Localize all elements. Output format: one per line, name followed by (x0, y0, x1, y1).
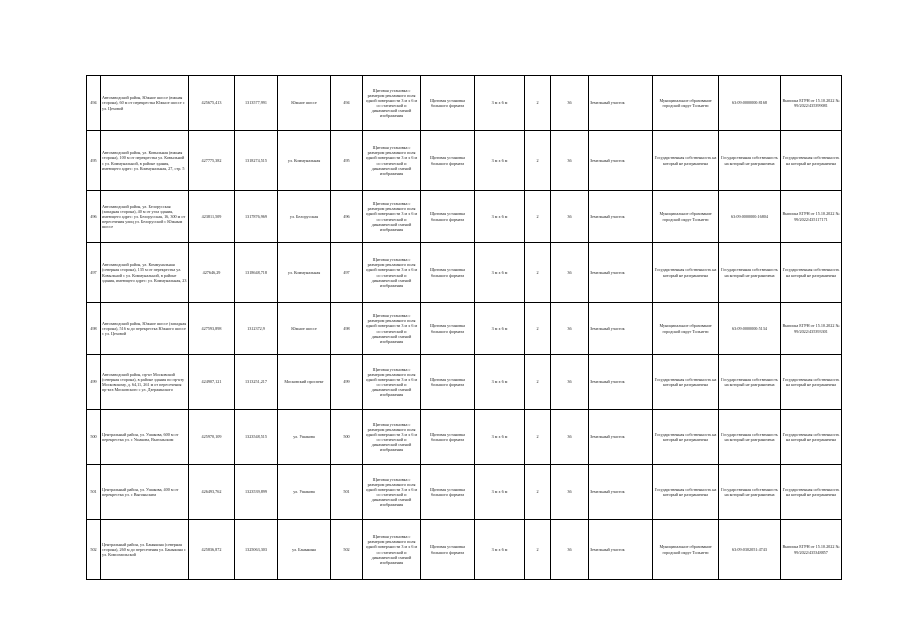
field-size-cell: 3 м х 6 м (475, 303, 525, 355)
coord-y-cell: 1318648,718 (235, 243, 278, 303)
sides-count-cell: 2 (525, 410, 551, 465)
object-number-cell: 500 (331, 410, 363, 465)
description-cell: Щитовая установка с размером рекламного поля одной поверхности 3 м х 6 м со статической и динамической сменой изображения (363, 465, 421, 520)
owner-cell: Муниципальное образование городской округ Тольятти (653, 191, 719, 243)
cadastral-number-cell: 63:09:0000000:5134 (719, 303, 781, 355)
construction-type-cell: Щитовая установка большого формата (421, 410, 475, 465)
description-cell: Щитовая установка с размером рекламного поля одной поверхности 3 м х 6 м со статической и динамической сменой изображения (363, 76, 421, 131)
object-number-cell: 495 (331, 131, 363, 191)
area-cell: 36 (551, 410, 589, 465)
place-cell: Южное шоссе (278, 303, 331, 355)
table-row (87, 243, 842, 303)
row-number: 494 (87, 76, 101, 131)
table-row (87, 520, 842, 580)
cadastral-number-cell: Государственная собственность на который не разграничена (719, 243, 781, 303)
address-cell: Центральный район, ул. Баныкина (северная сторона), 260 м до пересечения ул. Баныкина с ул. Комсомольской (101, 520, 189, 580)
construction-type-cell: Щитовая установка большого формата (421, 76, 475, 131)
cadastral-number-cell: Государственная собственность на который не разграничена (719, 410, 781, 465)
table-row (87, 131, 842, 191)
sides-count-cell: 2 (525, 131, 551, 191)
cadastral-number-cell: Государственная собственность на который не разграничена (719, 131, 781, 191)
land-type-cell: Земельный участок (589, 243, 653, 303)
object-number-cell: 501 (331, 465, 363, 520)
owner-cell: Муниципальное образование городской округ Тольятти (653, 303, 719, 355)
coord-x-cell: 427593,898 (189, 303, 235, 355)
land-type-cell: Земельный участок (589, 410, 653, 465)
construction-type-cell: Щитовая установка большого формата (421, 303, 475, 355)
registry-extract-cell: Выписка ЕГРН от 15.10.2022 № 99/2022/435117171 (781, 191, 842, 243)
owner-cell: Государственная собственность на который не разграничена (653, 410, 719, 465)
description-cell: Щитовая установка с размером рекламного поля одной поверхности 3 м х 6 м со статической и динамической сменой изображения (363, 355, 421, 410)
sides-count-cell: 2 (525, 520, 551, 580)
owner-cell: Государственная собственность на который не разграничена (653, 355, 719, 410)
sides-count-cell: 2 (525, 76, 551, 131)
description-cell: Щитовая установка с размером рекламного поля одной поверхности 3 м х 6 м со статической и динамической сменой изображения (363, 191, 421, 243)
cadastral-number-cell: Государственная собственность на который не разграничена (719, 355, 781, 410)
table-row (87, 303, 842, 355)
coord-x-cell: 425836,872 (189, 520, 235, 580)
description-cell: Щитовая установка с размером рекламного поля одной поверхности 3 м х 6 м со статической и динамической сменой изображения (363, 303, 421, 355)
table-row (87, 191, 842, 243)
registry-extract-cell: Выписка ЕГРН от 15.10.2022 № 99/2022/435399081 (781, 76, 842, 131)
registry-extract-cell: Выписка ЕГРН от 15.10.2022 № 99/2022/435393301 (781, 303, 842, 355)
land-type-cell: Земельный участок (589, 355, 653, 410)
owner-cell: Государственная собственность на который не разграничена (653, 465, 719, 520)
area-cell: 36 (551, 465, 589, 520)
place-cell: ул. Баныкина (278, 520, 331, 580)
object-number-cell: 502 (331, 520, 363, 580)
area-cell: 36 (551, 520, 589, 580)
area-cell: 36 (551, 243, 589, 303)
row-number: 501 (87, 465, 101, 520)
register-table (86, 75, 842, 580)
coord-x-cell: 423811,509 (189, 191, 235, 243)
coord-y-cell: 1317876,969 (235, 191, 278, 243)
field-size-cell: 3 м х 6 м (475, 131, 525, 191)
registry-extract-cell: Государственная собственность на который не разграничена (781, 355, 842, 410)
object-number-cell: 497 (331, 243, 363, 303)
coord-y-cell: 1313251,217 (235, 355, 278, 410)
area-cell: 36 (551, 303, 589, 355)
object-number-cell: 499 (331, 355, 363, 410)
address-cell: Автозаводский район, ул. Белорусская (западная сторона), 40 м от угла здания, имеющего адрес: ул. Белорусская, 16, 300 м от пересечения улиц ул. Белорусской с Южным шоссе (101, 191, 189, 243)
field-size-cell: 3 м х 6 м (475, 243, 525, 303)
sides-count-cell: 2 (525, 355, 551, 410)
coord-x-cell: 425970,109 (189, 410, 235, 465)
registry-extract-cell: Выписка ЕГРН от 15.10.2022 № 99/2022/435348857 (781, 520, 842, 580)
place-cell: ул. Коммунальная (278, 243, 331, 303)
description-cell: Щитовая установка с размером рекламного поля одной поверхности 3 м х 6 м со статической и динамической сменой изображения (363, 243, 421, 303)
field-size-cell: 3 м х 6 м (475, 465, 525, 520)
area-cell: 36 (551, 131, 589, 191)
registry-extract-cell: Государственная собственность на который не разграничена (781, 410, 842, 465)
land-type-cell: Земельный участок (589, 131, 653, 191)
construction-type-cell: Щитовая установка большого формата (421, 243, 475, 303)
land-type-cell: Земельный участок (589, 191, 653, 243)
area-cell: 36 (551, 191, 589, 243)
address-cell: Автозаводский район, Южное шоссе (южная сторона), 60 м от перекрестка Южное шоссе с ул. Цеховой (101, 76, 189, 131)
field-size-cell: 3 м х 6 м (475, 410, 525, 465)
land-type-cell: Земельный участок (589, 520, 653, 580)
place-cell: ул. Ушакова (278, 465, 331, 520)
coord-x-cell: 427646,29 (189, 243, 235, 303)
owner-cell: Муниципальное образование городской округ Тольятти (653, 520, 719, 580)
cadastral-number-cell: Государственная собственность на который не разграничена (719, 465, 781, 520)
description-cell: Щитовая установка с размером рекламного поля одной поверхности 3 м х 6 м со статической и динамической сменой изображения (363, 520, 421, 580)
field-size-cell: 3 м х 6 м (475, 191, 525, 243)
registry-extract-cell: Государственная собственность на который не разграничена (781, 131, 842, 191)
sides-count-cell: 2 (525, 303, 551, 355)
owner-cell: Государственная собственность на который не разграничена (653, 243, 719, 303)
address-cell: Автозаводский район, ул. Ковыльная (южная сторона), 100 м от перекрестка ул. Ковыльной с ул. Коммунальной, в районе здания, имеющего адрес: ул. Коммунальная, 27, стр. 5 (101, 131, 189, 191)
coord-y-cell: 1312372,9 (235, 303, 278, 355)
coord-y-cell: 1318274,515 (235, 131, 278, 191)
coord-x-cell: 427775,382 (189, 131, 235, 191)
field-size-cell: 3 м х 6 м (475, 355, 525, 410)
land-type-cell: Земельный участок (589, 465, 653, 520)
land-type-cell: Земельный участок (589, 303, 653, 355)
place-cell: ул. Коммунальная (278, 131, 331, 191)
address-cell: Центральный район, ул. Ушакова, 400 м от перекрестка ул. с Выгоньским (101, 465, 189, 520)
field-size-cell: 3 м х 6 м (475, 520, 525, 580)
sides-count-cell: 2 (525, 243, 551, 303)
table-row (87, 410, 842, 465)
table-row (87, 355, 842, 410)
row-number: 498 (87, 303, 101, 355)
construction-type-cell: Щитовая установка большого формата (421, 191, 475, 243)
row-number: 499 (87, 355, 101, 410)
field-size-cell: 3 м х 6 м (475, 76, 525, 131)
row-number: 497 (87, 243, 101, 303)
address-cell: Центральный район, ул. Ушакова, 600 м от перекрестка ул. с Ушакова, Выгоньским (101, 410, 189, 465)
coord-y-cell: 1323539,899 (235, 465, 278, 520)
registry-extract-cell: Государственная собственность на который не разграничена (781, 465, 842, 520)
description-cell: Щитовая установка с размером рекламного поля одной поверхности 3 м х 6 м со статической и динамической сменой изображения (363, 410, 421, 465)
construction-type-cell: Щитовая установка большого формата (421, 131, 475, 191)
coord-x-cell: 424907,121 (189, 355, 235, 410)
area-cell: 36 (551, 355, 589, 410)
cadastral-number-cell: 63:09:0302051:4743 (719, 520, 781, 580)
area-cell: 36 (551, 76, 589, 131)
place-cell: Южное шоссе (278, 76, 331, 131)
registry-extract-cell: Государственная собственность на который не разграничена (781, 243, 842, 303)
coord-y-cell: 1323548,515 (235, 410, 278, 465)
owner-cell: Государственная собственность на который не разграничена (653, 131, 719, 191)
row-number: 500 (87, 410, 101, 465)
coord-x-cell: 425675,413 (189, 76, 235, 131)
object-number-cell: 498 (331, 303, 363, 355)
place-cell: ул. Ушакова (278, 410, 331, 465)
coord-x-cell: 426493,762 (189, 465, 235, 520)
owner-cell: Муниципальное образование городской округ Тольятти (653, 76, 719, 131)
object-number-cell: 494 (331, 76, 363, 131)
place-cell: Московский проспект (278, 355, 331, 410)
address-cell: Автозаводский район, пр-кт Московский (северная сторона), в районе здания по пр-кту Московскому, д. 64,11, 261 м от пересечения пр-кта Московского с ул. Дзержинского (101, 355, 189, 410)
row-number: 495 (87, 131, 101, 191)
description-cell: Щитовая установка с размером рекламного поля одной поверхности 3 м х 6 м со статической и динамической сменой изображения (363, 131, 421, 191)
address-cell: Автозаводский район, ул. Коммунальная (северная сторона), 135 м от перекрестка ул. Ковыльной с ул. Коммунальной, в районе здания, имеющего адрес: ул. Коммунальная, 23 (101, 243, 189, 303)
cadastral-number-cell: 63:09:0000000:8168 (719, 76, 781, 131)
sides-count-cell: 2 (525, 191, 551, 243)
construction-type-cell: Щитовая установка большого формата (421, 355, 475, 410)
place-cell: ул. Белорусская (278, 191, 331, 243)
table-row (87, 465, 842, 520)
row-number: 496 (87, 191, 101, 243)
construction-type-cell: Щитовая установка большого формата (421, 520, 475, 580)
coord-y-cell: 1325063,303 (235, 520, 278, 580)
coord-y-cell: 1313577,991 (235, 76, 278, 131)
row-number: 502 (87, 520, 101, 580)
construction-type-cell: Щитовая установка большого формата (421, 465, 475, 520)
address-cell: Автозаводский район, Южное шоссе (западная сторона), 516 м до перекрестка Южного шоссе с ул. Цеховой (101, 303, 189, 355)
table-body (87, 76, 842, 580)
sides-count-cell: 2 (525, 465, 551, 520)
object-number-cell: 496 (331, 191, 363, 243)
table-row (87, 76, 842, 131)
land-type-cell: Земельный участок (589, 76, 653, 131)
cadastral-number-cell: 63:09:0000000:16804 (719, 191, 781, 243)
